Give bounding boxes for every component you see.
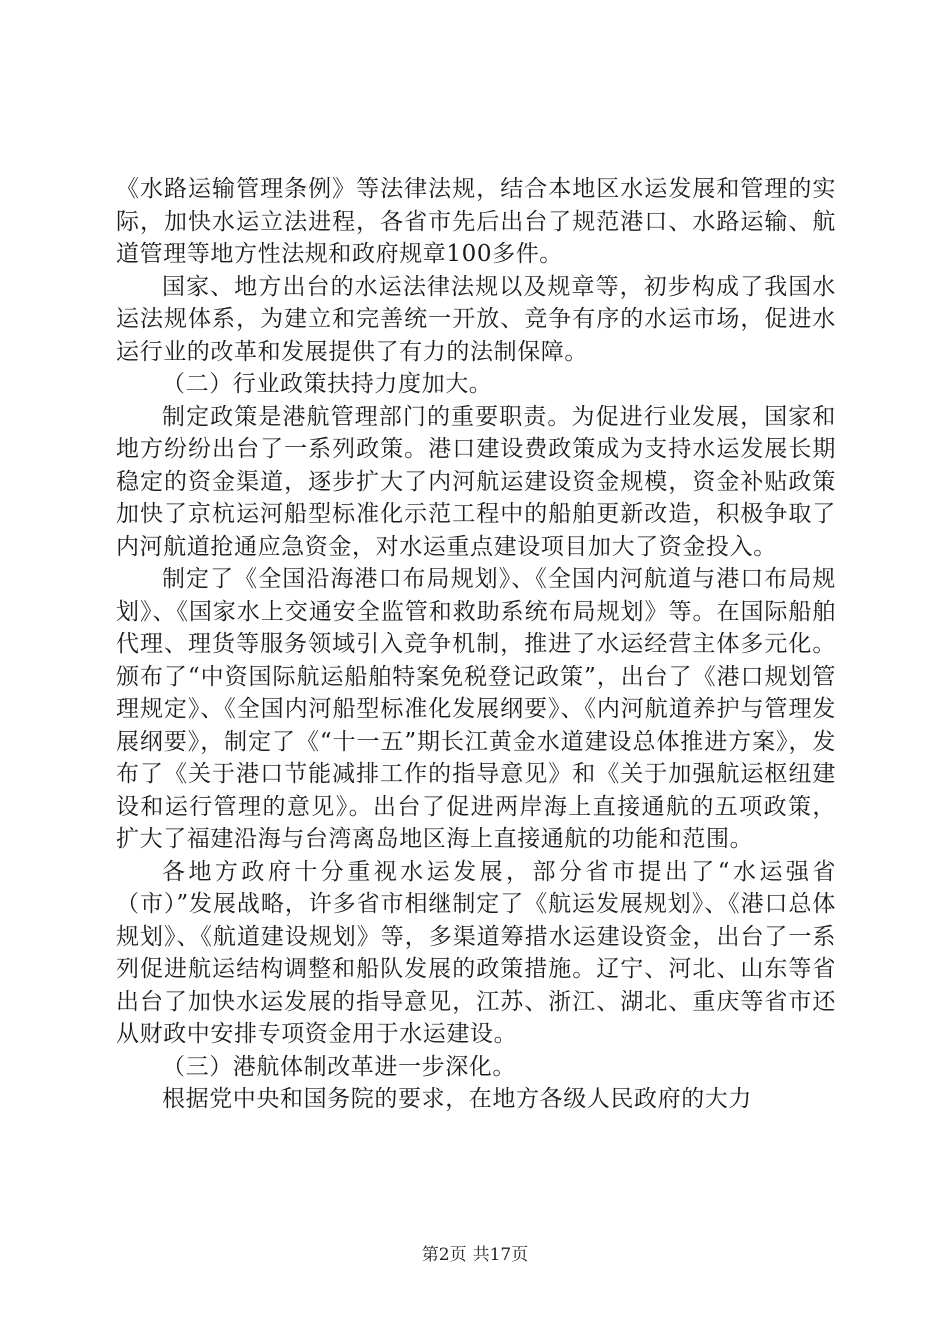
page-number: 第2页	[421, 1245, 467, 1265]
paragraph: 国家、地方出台的水运法律法规以及规章等，初步构成了我国水运法规体系，为建立和完善统一开放、竞争有序的水运市场，促进水运行业的改革和发展提供了有力的法制保障。	[116, 273, 836, 365]
paragraph: 根据党中央和国务院的要求，在地方各级人民政府的大力	[162, 1086, 752, 1112]
section-heading: （二）行业政策扶持力度加大。	[162, 371, 493, 397]
page-total: 共17页	[472, 1245, 529, 1265]
paragraph: 各地方政府十分重视水运发展，部分省市提出了“水运强省（市）”发展战略，许多省市相继制定了《航运发展规划》、《港口总体规划》、《航道建设规划》等，多渠道筹措水运建设资金，出台了一系列促进航运结构调整和船队发展的政策措施。辽宁、河北、山东等省出台了加快水运发展的指导意见，江苏、浙江、湖北、重庆等省市还从财政中安排专项资金用于水运建设。	[116, 858, 836, 1047]
page-footer	[0, 1240, 950, 1265]
paragraph: 制定政策是港航管理部门的重要职责。为促进行业发展，国家和地方纷纷出台了一系列政策。港口建设费政策成为支持水运发展长期稳定的资金渠道，逐步扩大了内河航运建设资金规模，资金补贴政策加快了京杭运河船型标准化示范工程中的船舶更新改造，积极争取了内河航道抢通应急资金，对水运重点建设项目加大了资金投入。	[116, 403, 836, 560]
paragraph: 制定了《全国沿海港口布局规划》、《全国内河航道与港口布局规划》、《国家水上交通安全监管和救助系统布局规划》等。在国际船舶代理、理货等服务领域引入竞争机制，推进了水运经营主体多元化。颁布了“中资国际航运船舶特案免税登记政策”，出台了《港口规划管理规定》、《全国内河船型标准化发展纲要》、《内河航道养护与管理发展纲要》，制定了《“十一五”期长江黄金水道建设总体推进方案》，发布了《关于港口节能减排工作的指导意见》和《关于加强航运枢纽建设和运行管理的意见》。出台了促进两岸海上直接通航的五项政策，扩大了福建沿海与台湾离岛地区海上直接通航的功能和范围。	[116, 566, 836, 852]
section-heading: （三）港航体制改革进一步深化。	[162, 1053, 516, 1080]
paragraph: 《水路运输管理条例》等法律法规，结合本地区水运发展和管理的实际，加快水运立法进程，各省市先后出台了规范港口、水路运输、航道管理等地方性法规和政府规章100多件。	[116, 176, 836, 267]
document-body	[116, 173, 836, 1116]
